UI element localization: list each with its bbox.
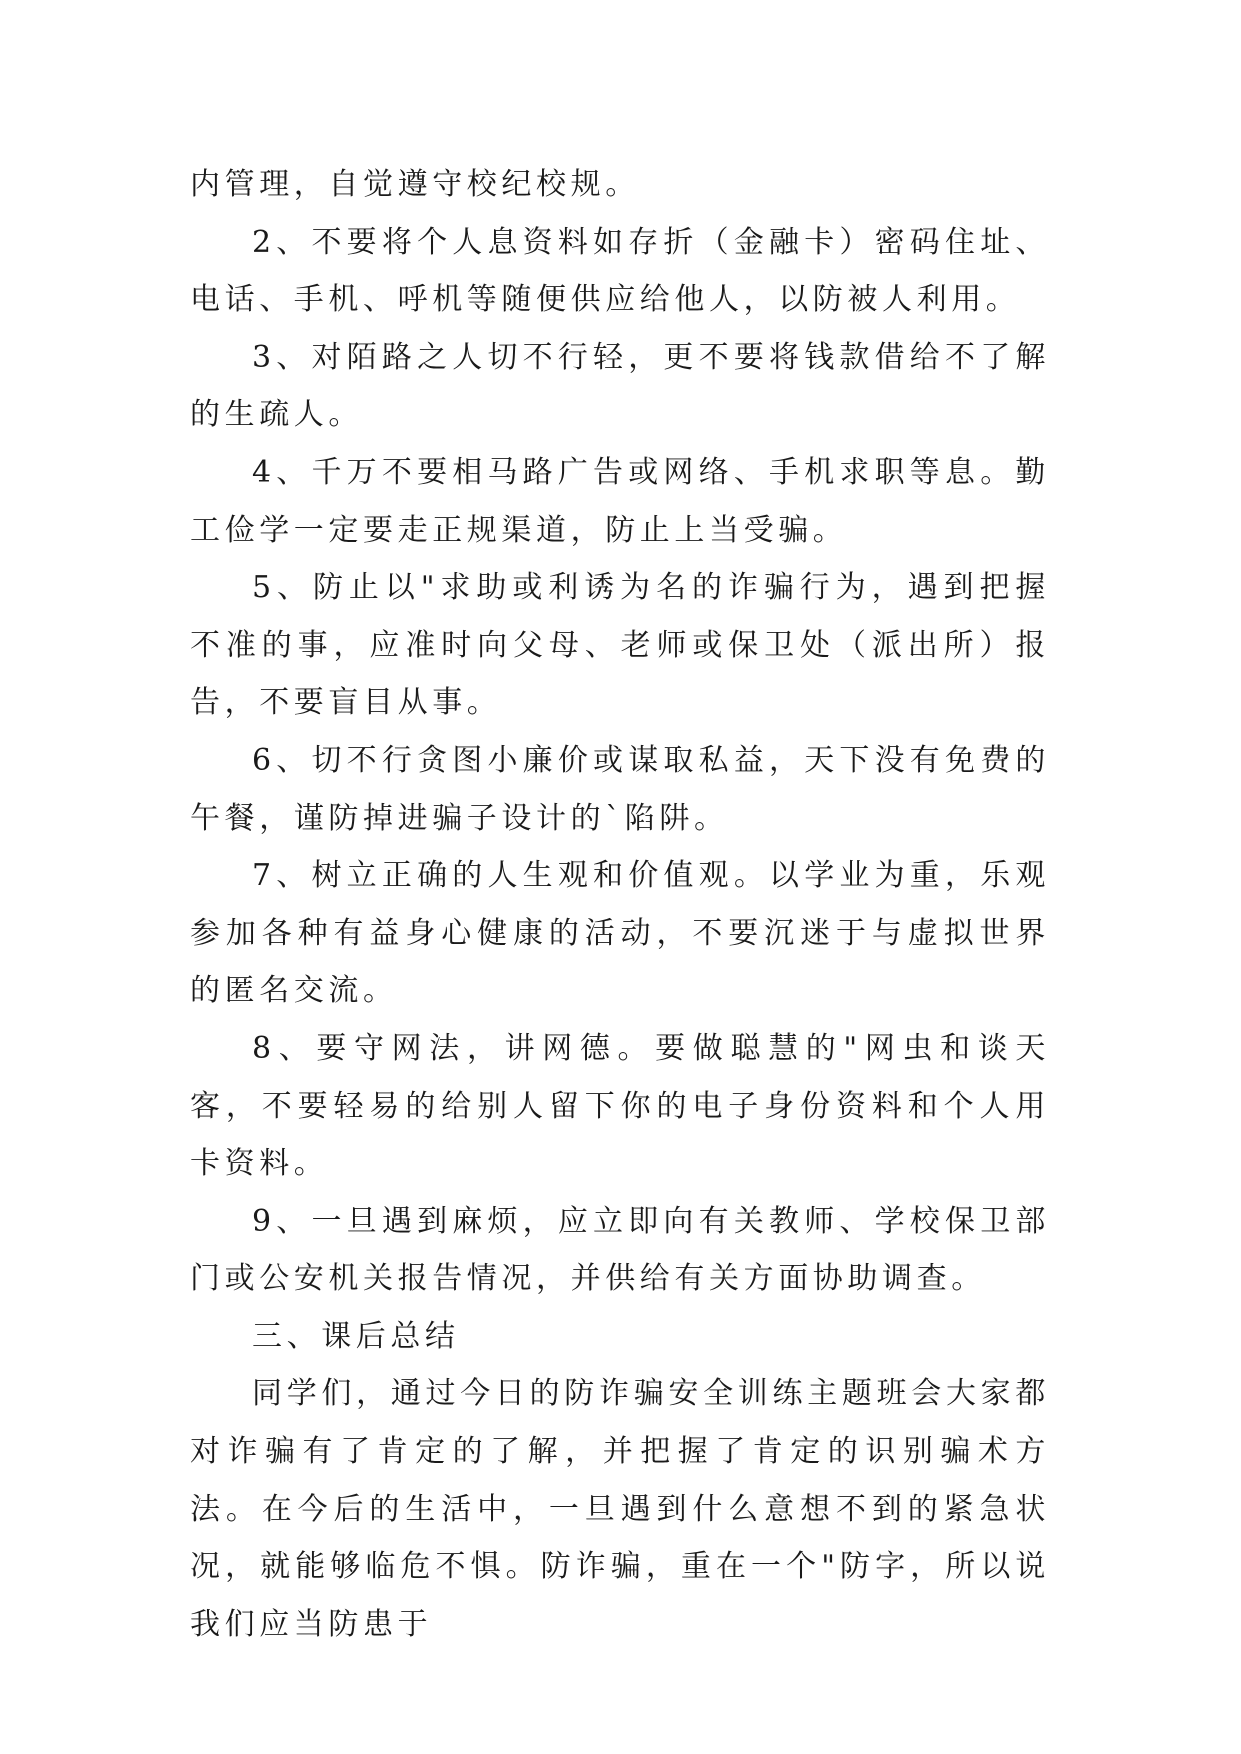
paragraph-item-4: 4、千万不要相马路广告或网络、手机求职等息。勤工俭学一定要走正规渠道，防止上当受骗。: [190, 454, 1050, 548]
paragraph-item-7: 7、树立正确的人生观和价值观。以学业为重，乐观参加各种有益身心健康的活动，不要沉迷于与虚拟世界的匿名交流。: [190, 858, 1050, 1009]
paragraph-item-9: 9、一旦遇到麻烦，应立即向有关教师、学校保卫部门或公安机关报告情况，并供给有关方面协助调查。: [190, 1203, 1050, 1297]
paragraph-item-5: 5、防止以"求助或利诱为名的诈骗行为，遇到把握不准的事，应准时向父母、老师或保卫处（派出所）报告，不要盲目从事。: [190, 570, 1050, 721]
paragraph-item-8: 8、要守网法，讲网德。要做聪慧的"网虫和谈天客，不要轻易的给别人留下你的电子身份资料和个人用卡资料。: [190, 1030, 1050, 1182]
document-body: [190, 156, 1050, 1653]
paragraph-summary: 同学们，通过今日的防诈骗安全训练主题班会大家都对诈骗有了肯定的了解，并把握了肯定的识别骗术方法。在今后的生活中，一旦遇到什么意想不到的紧急状况，就能够临危不惧。防诈骗，重在一个"防字，所以说我们应当防患于: [190, 1376, 1050, 1642]
paragraph-school-rules: 内管理，自觉遵守校纪校规。: [190, 167, 640, 202]
section-heading-summary: 三、课后总结: [252, 1318, 460, 1354]
paragraph-item-2: 2、不要将个人息资料如存折（金融卡）密码住址、电话、手机、呼机等随便供应给他人，以防被人利用。: [190, 224, 1050, 318]
paragraph-item-6: 6、切不行贪图小廉价或谋取私益，天下没有免费的午餐，谨防掉进骗子设计的`陷阱。: [190, 742, 1050, 836]
paragraph-item-3: 3、对陌路之人切不行轻，更不要将钱款借给不了解的生疏人。: [190, 339, 1050, 433]
